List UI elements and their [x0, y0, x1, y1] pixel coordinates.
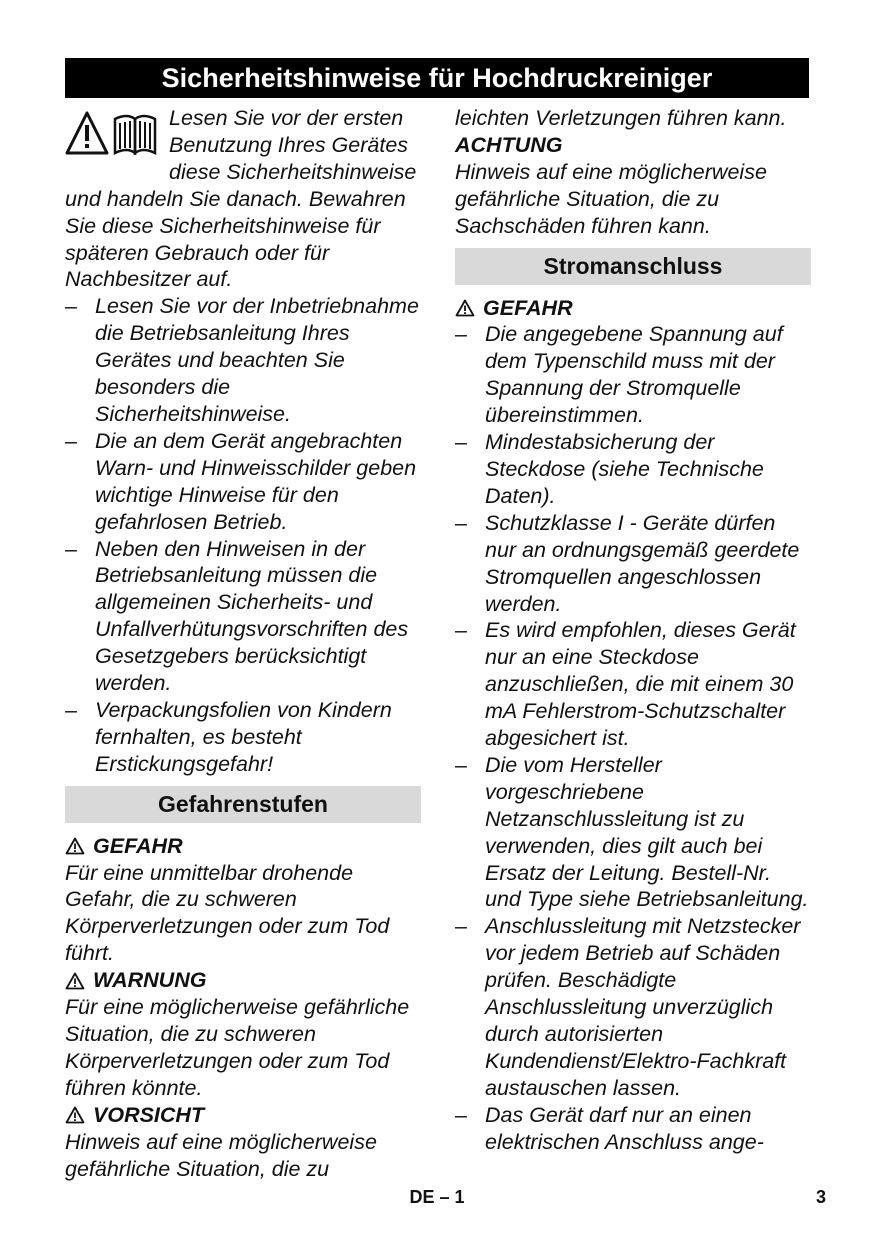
list-item: – Die vom Hersteller vorgeschriebene Netzanschlussleitung ist zu verwenden, dies gilt auch bei Ersatz der Leitung. Bestell-Nr. und Type siehe Betriebsanleitung. — [455, 752, 809, 912]
left-column — [65, 105, 421, 1182]
dash-mark: – — [65, 697, 77, 722]
page-title: Sicherheitshinweise für Hochdruckreiniger — [65, 58, 809, 98]
list-item: – Lesen Sie vor der Inbetriebnahme die Betriebsanleitung Ihres Gerätes und beachten Sie besonders die Sicherheitshinweise. — [65, 294, 419, 426]
warnung-label: WARNUNG — [65, 967, 421, 994]
warning-triangle-icon — [65, 972, 85, 990]
dash-mark: – — [455, 914, 467, 939]
gefahr-label: GEFAHR — [455, 295, 811, 322]
vorsicht-text: Hinweis auf eine möglicherweise gefährliche Situation, die zu — [65, 1129, 377, 1181]
intro-text: Lesen Sie vor der ersten Benutzung Ihres Gerätes diese Sicherheitshinweise und handeln Sie danach. Bewahren Sie diese Sicherheitshinweise für späteren Gebrauch oder für Nachbesitzer auf. — [65, 106, 417, 292]
dash-mark: – — [455, 510, 467, 535]
warning-triangle-icon — [65, 1106, 85, 1124]
footer-language-page: DE – 1 — [409, 1187, 465, 1207]
list-item: – Neben den Hinweisen in der Betriebsanleitung müssen die allgemeinen Sicherheits- und Unfallverhütungsvorschriften des Gesetzgebers berücksichtigt werden. — [65, 536, 409, 696]
list-item: – Es wird empfohlen, dieses Gerät nur an eine Steckdose anzuschließen, die mit einem 30 mA Fehlerstrom-Schutzschalter abgesichert ist. — [455, 618, 796, 751]
gefahr-text: Für eine unmittelbar drohende Gefahr, die zu schweren Körperverletzungen oder zum Tod führt. — [65, 860, 390, 966]
continued-text: leichten Verletzungen führen kann. — [455, 106, 787, 130]
dash-mark: – — [455, 752, 467, 777]
dash-mark: – — [65, 428, 77, 453]
list-item: – Die angegebene Spannung auf dem Typenschild muss mit der Spannung der Stromquelle übereinstimmen. — [455, 322, 783, 428]
right-column — [455, 105, 811, 1156]
warning-triangle-icon — [65, 837, 85, 855]
dash-mark: – — [455, 430, 467, 455]
list-item: – Schutzklasse I - Geräte dürfen nur an ordnungsgemäß geerdete Stromquellen angeschlossen werden. — [455, 510, 800, 616]
list-item: – Mindestabsicherung der Steckdose (siehe Technische Daten). — [455, 430, 764, 508]
warning-triangle-icon — [455, 299, 475, 317]
section-heading-gefahrenstufen: Gefahrenstufen — [65, 786, 421, 823]
intro-paragraph — [65, 105, 421, 293]
gefahr-label: GEFAHR — [65, 833, 421, 860]
list-item: – Verpackungsfolien von Kindern fernhalten, es besteht Erstickungsgefahr! — [65, 697, 392, 776]
dash-mark: – — [65, 294, 77, 319]
list-item: – Die an dem Gerät angebrachten Warn- und Hinweisschilder geben wichtige Hinweise für den gefahrlosen Betrieb. — [65, 428, 417, 534]
list-item: – Anschlussleitung mit Netzstecker vor jedem Betrieb auf Schäden prüfen. Beschädigte Anschlussleitung unverzüglich durch autorisierten Kundendienst/Elektro-Fachkraft austauschen lassen. — [455, 914, 801, 1100]
achtung-label: ACHTUNG — [455, 132, 563, 157]
dash-mark: – — [65, 536, 77, 561]
section-heading-stromanschluss: Stromanschluss — [455, 248, 811, 285]
dash-mark: – — [455, 322, 467, 347]
left-list — [65, 293, 421, 777]
warning-read-manual-icon — [65, 109, 161, 159]
dash-mark: – — [455, 1102, 467, 1127]
vorsicht-label: VORSICHT — [65, 1102, 421, 1129]
warnung-text: Für eine möglicherweise gefährliche Situation, die zu schweren Körperverletzungen oder zum Tod führen könnte. — [65, 995, 410, 1100]
page-number: 3 — [815, 1187, 826, 1207]
list-item: – Das Gerät darf nur an einen elektrischen Anschluss ange- — [455, 1102, 764, 1154]
right-list — [455, 321, 811, 1155]
achtung-text: Hinweis auf eine möglicherweise gefährliche Situation, die zu Sachschäden führen kann. — [455, 159, 767, 238]
dash-mark: – — [455, 618, 467, 643]
